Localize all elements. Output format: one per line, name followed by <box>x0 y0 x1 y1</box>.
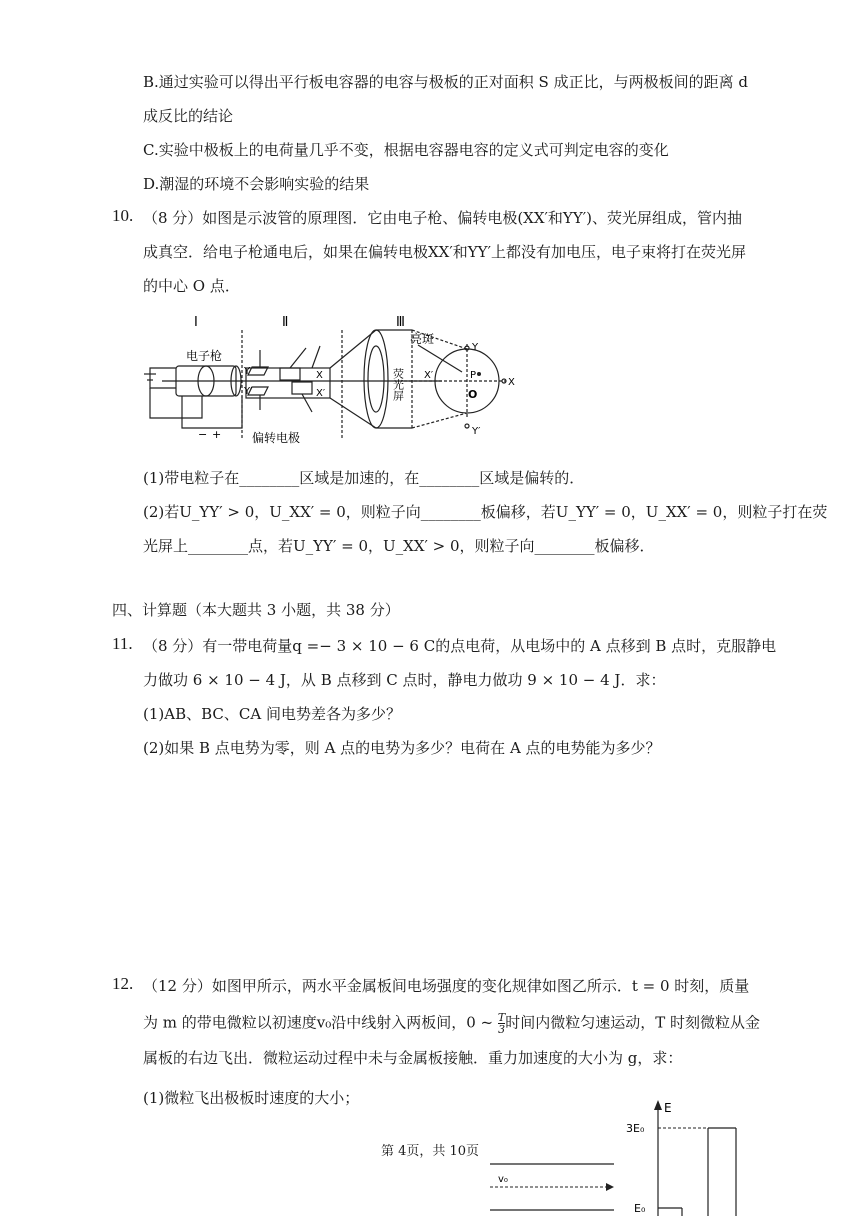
question-10-sub2-line1: (2)若U_YY′ > 0，U_XX′ = 0，则粒子向________板偏移，若U_YY′ = 0，U_XX′ = 0，则粒子打在荧 <box>143 503 828 521</box>
label-region-2: Ⅱ <box>282 315 289 330</box>
fraction-numerator: T <box>497 1011 506 1024</box>
question-12-line3: 属板的右边飞出．微粒运动过程中未与金属板接触．重力加速度的大小为 g，求： <box>143 1049 683 1067</box>
label-point-o: O <box>468 388 478 401</box>
question-11-number: 11. <box>112 634 133 653</box>
question-12-line1: （12 分）如图甲所示，两水平金属板间电场强度的变化规律如图乙所示．t = 0 时刻，质量 <box>143 977 750 995</box>
label-screen-yp: Y′ <box>472 426 481 437</box>
oscilloscope-diagram <box>142 310 522 455</box>
label-plate-y: Y <box>244 366 251 377</box>
label-bright-spot: 亮斑 <box>410 332 435 346</box>
label-region-3: Ⅲ <box>396 315 405 330</box>
question-12-sub1: (1)微粒飞出极板时速度的大小； <box>143 1089 360 1107</box>
question-11-sub1: (1)AB、BC、CA 间电势差各为多少？ <box>143 705 401 723</box>
label-plate-yp: Y′ <box>244 386 253 397</box>
question-10-line3: 的中心 O 点． <box>143 277 240 295</box>
label-3e0: 3E₀ <box>626 1122 645 1135</box>
fraction-denominator: 3 <box>498 1023 506 1036</box>
label-electron-gun: 电子枪 <box>186 349 223 363</box>
question-11-line2: 力做功 6 × 10 − 4 J，从 B 点移到 C 点时，静电力做功 9 × 10 − 4 J．求： <box>143 671 666 689</box>
question-10-sub1: (1)带电粒子在________区域是加速的，在________区域是偏转的． <box>143 469 585 487</box>
option-b-line1: B.通过实验可以得出平行板电容器的电容与极板的正对面积 S 成正比，与两极板间的距离 d <box>143 73 748 91</box>
option-d: D.潮湿的环境不会影响实验的结果 <box>143 175 370 193</box>
question-12-number: 12. <box>112 974 134 993</box>
label-plate-xp: X′ <box>316 388 326 399</box>
question-10-sub2-line2: 光屏上________点，若U_YY′ = 0，U_XX′ > 0，则粒子向________板偏移． <box>143 537 655 555</box>
question-11-line1: （8 分）有一带电荷量q =− 3 × 10 − 6 C的点电荷，从电场中的 A 点移到 B 点时，克服静电 <box>143 637 777 655</box>
option-c: C.实验中极板上的电荷量几乎不变，根据电容器电容的定义式可判定电容的变化 <box>143 141 669 159</box>
question-10-line2: 成真空．给电子枪通电后，如果在偏转电极XX′和YY′上都没有加电压，电子束将打在荧光屏 <box>143 243 746 261</box>
label-v0: v₀ <box>498 1174 508 1185</box>
label-minus: − <box>198 428 208 441</box>
label-e-axis: E <box>664 1101 672 1115</box>
label-screen-y: Y <box>472 342 479 353</box>
page-footer: 第 4页，共 10页 <box>380 1144 480 1159</box>
label-region-1: Ⅰ <box>194 315 198 330</box>
label-screen: 荧光屏 <box>391 368 405 401</box>
label-plus: + <box>212 428 222 441</box>
option-b-line2: 成反比的结论 <box>143 107 234 125</box>
question-12-line2-a: 为 m 的带电微粒以初速度v₀沿中线射入两板间，0 ~ <box>143 1013 498 1032</box>
label-plate-x: X <box>316 370 323 381</box>
question-10-line1: （8 分）如图是示波管的原理图．它由电子枪、偏转电极(XX′和YY′)、荧光屏组成，管内抽 <box>143 209 742 227</box>
label-screen-x: X <box>508 377 515 388</box>
label-e0: E₀ <box>634 1202 646 1215</box>
question-12-line2 <box>143 1012 760 1035</box>
question-11-sub2: (2)如果 B 点电势为零，则 A 点的电势为多少？电荷在 A 点的电势能为多少？ <box>143 739 661 757</box>
question-12-line2-b: 时间内微粒匀速运动，T 时刻微粒从金 <box>505 1013 761 1032</box>
label-screen-xp: X′ <box>424 370 434 381</box>
label-deflection-plates: 偏转电极 <box>252 431 301 445</box>
section-heading: 四、计算题（本大题共 3 小题，共 38 分） <box>112 601 400 619</box>
label-point-p: P <box>470 370 477 381</box>
question-10-number: 10. <box>112 206 134 225</box>
